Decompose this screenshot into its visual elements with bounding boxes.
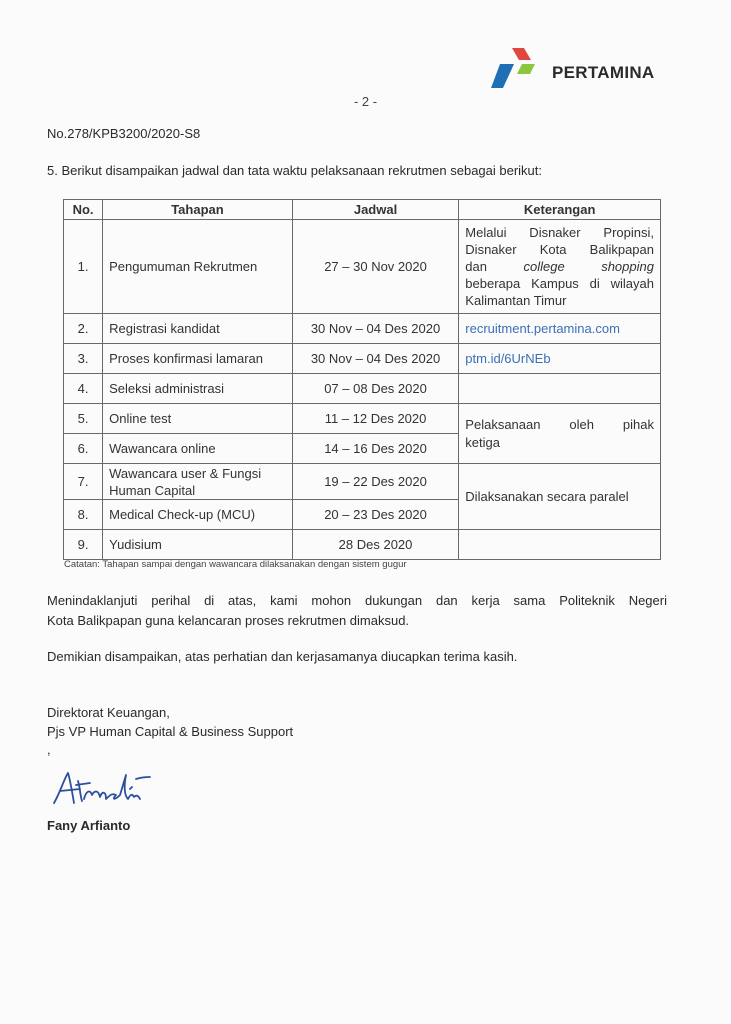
keterangan-line: [465, 258, 654, 275]
cell-tahapan: Wawancara user & Fungsi Human Capital: [103, 464, 293, 500]
paragraph-line: Kota Balikpapan guna kelancaran proses rekrutmen dimaksud.: [47, 613, 410, 628]
pertamina-logo-icon: [490, 44, 550, 90]
cell-tahapan: Proses konfirmasi lamaran: [103, 344, 293, 374]
header-no: No.: [64, 200, 103, 220]
signatory-title: Pjs VP Human Capital & Business Support: [47, 724, 294, 739]
intro-text: 5. Berikut disampaikan jadwal dan tata waktu pelaksanaan rekrutmen sebagai berikut:: [47, 163, 543, 178]
cell-keterangan-merged: Dilaksanakan secara paralel: [459, 464, 661, 530]
keterangan-line: beberapa Kampus di wilayah: [465, 276, 654, 291]
cell-jadwal: 11 – 12 Des 2020: [292, 404, 459, 434]
cell-no: 8.: [64, 500, 103, 530]
cell-no: 7.: [64, 464, 103, 500]
paragraph-line: Menindaklanjuti perihal di atas, kami mohon dukungan dan kerja sama Politeknik Negeri: [47, 593, 667, 608]
table-row: [64, 220, 661, 314]
cell-no: 5.: [64, 404, 103, 434]
table-row: [64, 344, 661, 374]
cell-tahapan: Pengumuman Rekrutmen: [103, 220, 293, 314]
header-jadwal: Jadwal: [292, 200, 459, 220]
cell-no: 4.: [64, 374, 103, 404]
keterangan-word-italic: college: [523, 259, 565, 274]
page-number: - 2 -: [353, 94, 378, 109]
paragraph-closing: Demikian disampaikan, atas perhatian dan kerjasamanya diucapkan terima kasih.: [47, 649, 518, 664]
table-row: [64, 404, 661, 434]
cell-tahapan: Seleksi administrasi: [103, 374, 293, 404]
cell-tahapan: Wawancara online: [103, 434, 293, 464]
cell-jadwal: 07 – 08 Des 2020: [292, 374, 459, 404]
table-header-row: [64, 200, 661, 220]
table-note: Catatan: Tahapan sampai dengan wawancara dilaksanakan dengan sistem gugur: [64, 559, 407, 570]
cell-no: 6.: [64, 434, 103, 464]
table-row: [64, 530, 661, 560]
schedule-table: [63, 199, 661, 560]
cell-tahapan: Yudisium: [103, 530, 293, 560]
cell-no: 9.: [64, 530, 103, 560]
keterangan-line: Pelaksanaan oleh pihak: [465, 416, 654, 432]
pertamina-logo: [490, 44, 680, 90]
cell-tahapan: Medical Check-up (MCU): [103, 500, 293, 530]
cell-jadwal: 30 Nov – 04 Des 2020: [292, 344, 459, 374]
recruitment-link[interactable]: recruitment.pertamina.com: [459, 314, 661, 344]
logo-blue-shape: [491, 64, 514, 88]
header-keterangan: Keterangan: [459, 200, 661, 220]
cell-keterangan: [459, 530, 661, 560]
table-row: [64, 314, 661, 344]
cell-jadwal: 27 – 30 Nov 2020: [292, 220, 459, 314]
keterangan-word: dan: [465, 259, 487, 274]
keterangan-word-italic: shopping: [601, 259, 654, 274]
keterangan-line: Disnaker Kota Balikpapan: [465, 242, 654, 257]
header-tahapan: Tahapan: [103, 200, 293, 220]
cell-keterangan-merged: [459, 404, 661, 464]
logo-text: PERTAMINA: [552, 63, 655, 82]
cell-tahapan: Online test: [103, 404, 293, 434]
signatory-department: Direktorat Keuangan,: [47, 705, 170, 720]
table-row: [64, 464, 661, 500]
cell-no: 2.: [64, 314, 103, 344]
cell-jadwal: 14 – 16 Des 2020: [292, 434, 459, 464]
signer-name: Fany Arfianto: [47, 818, 131, 833]
logo-red-shape: [512, 48, 531, 60]
cell-no: 3.: [64, 344, 103, 374]
cell-jadwal: 20 – 23 Des 2020: [292, 500, 459, 530]
reference-number: No.278/KPB3200/2020-S8: [47, 126, 201, 141]
cell-keterangan: [459, 220, 661, 314]
cell-jadwal: 19 – 22 Des 2020: [292, 464, 459, 500]
cell-tahapan: Registrasi kandidat: [103, 314, 293, 344]
paragraph-request: [47, 591, 667, 631]
confirmation-link[interactable]: ptm.id/6UrNEb: [459, 344, 661, 374]
signatory-comma: ,: [47, 742, 51, 757]
cell-jadwal: 28 Des 2020: [292, 530, 459, 560]
cell-no: 1.: [64, 220, 103, 314]
keterangan-line: Kalimantan Timur: [465, 293, 567, 308]
table-row: [64, 374, 661, 404]
handwritten-signature: [50, 765, 170, 810]
keterangan-line: Melalui Disnaker Propinsi,: [465, 225, 654, 240]
logo-green-shape: [517, 64, 535, 74]
keterangan-line: ketiga: [465, 434, 500, 450]
cell-jadwal: 30 Nov – 04 Des 2020: [292, 314, 459, 344]
cell-keterangan: [459, 374, 661, 404]
